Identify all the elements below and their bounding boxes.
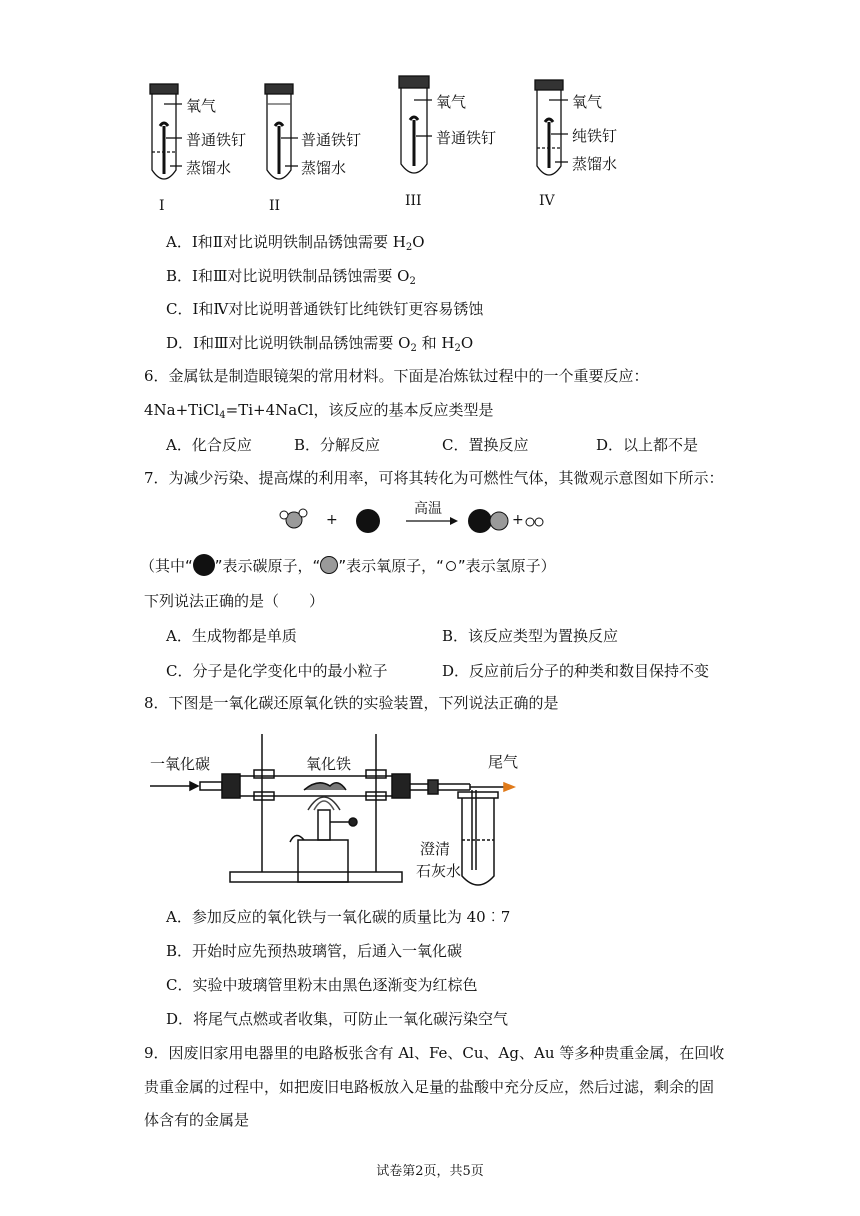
tube-1 bbox=[150, 84, 182, 179]
q5-option-a-sub: 2 bbox=[405, 242, 413, 253]
q7-plus-1: + bbox=[326, 512, 338, 528]
hydrogen-atom-icon bbox=[446, 561, 456, 571]
q5-option-b-sub: 2 bbox=[409, 276, 416, 287]
tube-1-label-water: 蒸馏水 bbox=[186, 159, 232, 177]
tube-1-label-oxygen: 氧气 bbox=[186, 97, 217, 115]
q7-plus-2: + bbox=[512, 512, 524, 528]
tube-3-label-nail: 普通铁钉 bbox=[436, 129, 497, 147]
q7-legend bbox=[140, 554, 556, 577]
q5-option-c[interactable]: C．Ⅰ和Ⅳ对比说明普通铁钉比纯铁钉更容易锈蚀 bbox=[166, 300, 484, 318]
q8-label-tail: 尾气 bbox=[488, 753, 519, 771]
q6-eq-sub: 4 bbox=[219, 410, 226, 421]
tube-3-label-oxygen: 氧气 bbox=[436, 93, 467, 111]
q5-option-a-prefix: A．Ⅰ和Ⅱ对比说明铁制品锈蚀需要 H bbox=[166, 233, 406, 251]
q9-line-1: 9．因废旧家用电器里的电路板张含有 Al、Fe、Cu、Ag、Au 等多种贵重金属，在回收 bbox=[144, 1044, 725, 1062]
tube-4-label-oxygen: 氧气 bbox=[572, 93, 603, 111]
q6-stem: 6．金属钛是制造眼镜架的常用材料。下面是冶炼钛过程中的一个重要反应： bbox=[144, 367, 649, 385]
q9-line-2: 贵重金属的过程中，如把废旧电路板放入足量的盐酸中充分反应，然后过滤，剩余的固 bbox=[144, 1078, 715, 1096]
q6-option-a[interactable]: A．化合反应 bbox=[166, 436, 252, 454]
q6-eq-a: 4Na+TiCl bbox=[144, 401, 220, 419]
q8-option-d[interactable]: D．将尾气点燃或者收集，可防止一氧化碳污染空气 bbox=[166, 1010, 509, 1028]
page-footer: 试卷第2页，共5页 bbox=[376, 1164, 484, 1179]
q7-option-a[interactable]: A．生成物都是单质 bbox=[166, 627, 297, 645]
q5-option-d-mid: 和 H bbox=[416, 334, 455, 352]
tube-4-label-water: 蒸馏水 bbox=[572, 155, 618, 173]
q8-label-co: 一氧化碳 bbox=[150, 755, 211, 773]
q7-stem: 7．为减少污染、提高煤的利用率，可将其转化为可燃性气体，其微观示意图如下所示： bbox=[144, 469, 724, 487]
q5-option-d-prefix: D．Ⅰ和Ⅲ对比说明铁制品锈蚀需要 O bbox=[166, 334, 411, 352]
tube-2 bbox=[265, 84, 298, 179]
tube-1-roman: I bbox=[159, 198, 165, 214]
tube-3 bbox=[399, 76, 432, 173]
q5-option-a[interactable] bbox=[166, 232, 425, 258]
q7-prompt: 下列说法正确的是（ ） bbox=[144, 592, 325, 610]
tube-3-roman: III bbox=[405, 193, 422, 209]
q8-label-fe2o3: 氧化铁 bbox=[306, 755, 352, 773]
test-tube-figure bbox=[0, 70, 860, 285]
q7-legend-c: ”表示氧原子，“ bbox=[338, 557, 444, 575]
tube-4-roman: IV bbox=[539, 193, 555, 209]
q8-option-a[interactable]: A．参加反应的氧化铁与一氧化碳的质量比为 40︰7 bbox=[166, 908, 511, 926]
tube-2-roman: II bbox=[269, 198, 281, 214]
q5-option-d-sub2: 2 bbox=[454, 343, 461, 354]
q5-option-d-suffix: O bbox=[460, 334, 474, 352]
q7-option-c[interactable]: C．分子是化学变化中的最小粒子 bbox=[166, 662, 388, 680]
q7-legend-a: （其中“ bbox=[140, 557, 193, 575]
q6-option-b[interactable]: B．分解反应 bbox=[294, 436, 381, 454]
q8-stem: 8．下图是一氧化碳还原氧化铁的实验装置，下列说法正确的是 bbox=[144, 694, 559, 712]
q5-option-b[interactable] bbox=[166, 266, 416, 292]
q8-label-lime-2: 石灰水 bbox=[416, 862, 462, 880]
q6-eq-b: =Ti+4NaCl，该反应的基本反应类型是 bbox=[225, 401, 494, 419]
tube-2-label-water: 蒸馏水 bbox=[301, 159, 347, 177]
q7-option-b[interactable]: B．该反应类型为置换反应 bbox=[442, 627, 619, 645]
q5-option-a-suffix: O bbox=[412, 233, 425, 251]
tube-4-label-nail: 纯铁钉 bbox=[572, 127, 618, 145]
q8-option-b[interactable]: B．开始时应先预热玻璃管，后通入一氧化碳 bbox=[166, 942, 463, 960]
q8-label-lime-1: 澄清 bbox=[420, 840, 451, 858]
q7-option-d[interactable]: D．反应前后分子的种类和数目保持不变 bbox=[442, 662, 710, 680]
q7-legend-b: ”表示碳原子，“ bbox=[214, 557, 321, 575]
q7-condition: 高温 bbox=[414, 501, 442, 517]
q6-option-d[interactable]: D．以上都不是 bbox=[596, 436, 699, 454]
q5-option-d-sub: 2 bbox=[410, 343, 417, 354]
tube-2-label-nail: 普通铁钉 bbox=[301, 131, 362, 149]
tube-4 bbox=[535, 80, 568, 175]
tube-1-label-nail: 普通铁钉 bbox=[186, 131, 247, 149]
q6-equation bbox=[144, 400, 493, 426]
q5-option-b-prefix: B．Ⅰ和Ⅲ对比说明铁制品锈蚀需要 O bbox=[166, 267, 410, 285]
carbon-atom-icon bbox=[193, 554, 215, 576]
q9-line-3: 体含有的金属是 bbox=[144, 1111, 250, 1129]
q7-legend-d: ”表示氢原子） bbox=[457, 557, 556, 575]
oxygen-atom-icon bbox=[320, 556, 338, 574]
q5-option-d[interactable] bbox=[166, 333, 473, 359]
q6-option-c[interactable]: C．置换反应 bbox=[442, 436, 529, 454]
q8-option-c[interactable]: C．实验中玻璃管里粉末由黑色逐渐变为红棕色 bbox=[166, 976, 478, 994]
